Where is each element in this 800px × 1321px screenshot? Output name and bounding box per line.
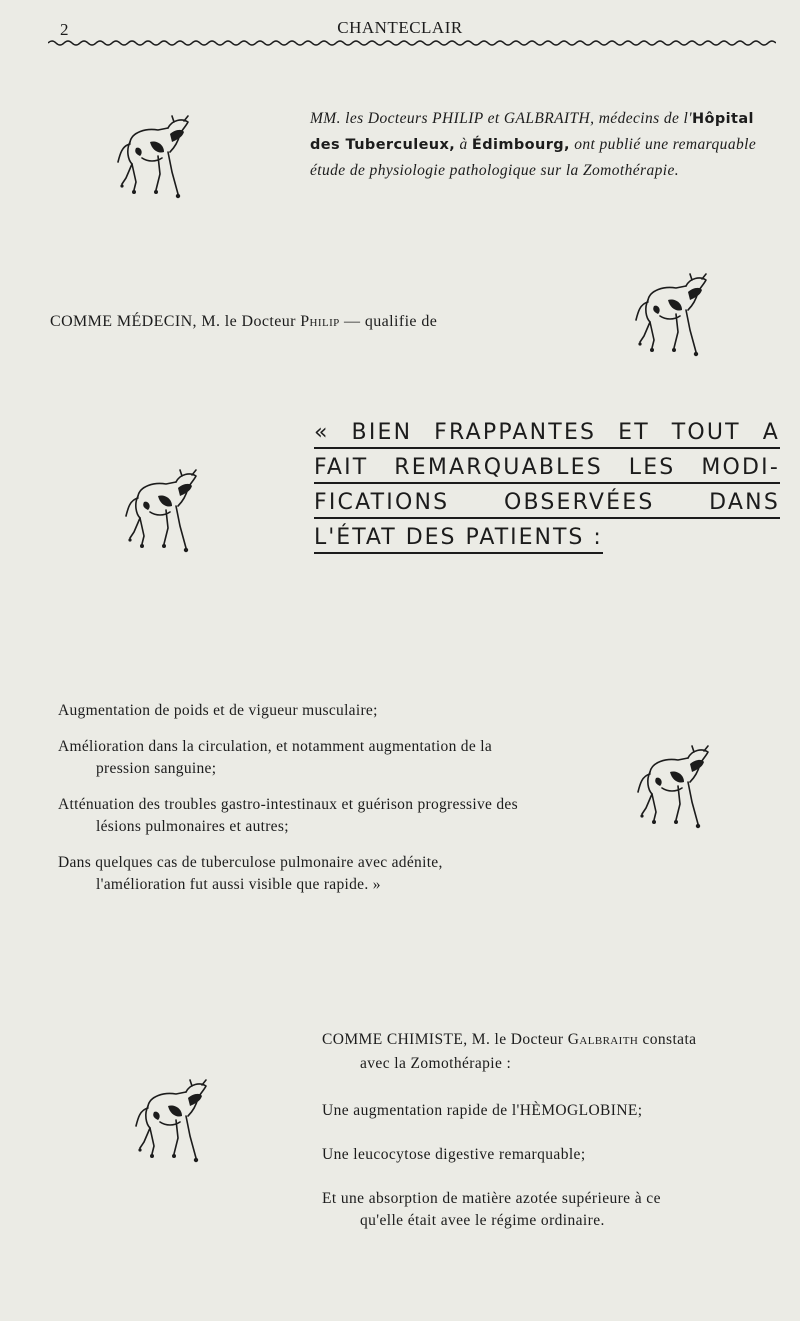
quote-word: REMARQUABLES	[394, 455, 603, 480]
calf-icon	[112, 112, 192, 202]
quote-word: ET	[618, 420, 650, 445]
chimiste-line-2: avec la Zomothérapie :	[360, 1055, 512, 1072]
quote-line	[314, 414, 780, 449]
quote-word: LES	[628, 455, 676, 480]
finding-item: Dans quelques cas de tuberculose pulmonaire avec adénite, l'amélioration fut aussi visible que rapide. »	[58, 854, 443, 893]
quote-line-last: L'ÉTAT DES PATIENTS :	[314, 519, 603, 554]
findings-list	[58, 700, 528, 910]
chimiste-block	[322, 1028, 792, 1230]
quote-word: FRAPPANTES	[434, 420, 597, 445]
quote-word: OBSERVÉES	[503, 490, 655, 515]
quote-word: TOUT	[671, 420, 741, 445]
calf-icon	[632, 742, 712, 832]
running-title: CHANTECLAIR	[337, 18, 463, 37]
quote-word: FAIT	[314, 455, 369, 480]
quote-word: A	[762, 420, 780, 445]
finding-item: Augmentation de poids et de vigueur musculaire;	[58, 702, 378, 719]
quote-line	[314, 449, 780, 484]
medecin-lead: COMME MÉDECIN, M. le Docteur	[50, 313, 301, 330]
chimiste-lead: COMME CHIMISTE, M. le Docteur	[322, 1031, 568, 1048]
quote-line	[314, 484, 780, 519]
chimiste-item: Une leucocytose digestive remarquable;	[322, 1146, 586, 1163]
intro-paragraph	[310, 106, 780, 184]
quote-word: DANS	[709, 490, 780, 515]
chimiste-item: Et une absorption de matière azotée supérieure à ce	[322, 1190, 661, 1207]
chimiste-item-continuation: qu'elle était avee le régime ordinaire.	[360, 1212, 605, 1229]
page-number: 2	[60, 20, 69, 39]
quote-block	[314, 414, 780, 554]
calf-icon	[630, 270, 710, 360]
doctor-name-philip: Philip	[300, 313, 340, 330]
intro-text: à	[455, 136, 472, 153]
intro-city: Édimbourg,	[471, 137, 570, 153]
finding-item: Atténuation des troubles gastro-intestinaux et guérison progressive des lésions pulmonaires et autres;	[58, 796, 518, 835]
calf-icon	[130, 1076, 210, 1166]
wavy-rule	[48, 36, 776, 50]
quote-word: MODI-	[701, 455, 780, 480]
medecin-tail: — qualifie de	[339, 313, 438, 330]
quote-word: FICATIONS	[314, 490, 450, 515]
chimiste-item: Une augmentation rapide de l'HÈMOGLOBINE;	[322, 1102, 643, 1119]
quote-word: BIEN	[351, 420, 413, 445]
chimiste-tail: constata	[638, 1031, 697, 1048]
finding-item: Amélioration dans la circulation, et notamment augmentation de la pression sanguine;	[58, 738, 492, 777]
doctor-name-galbraith: Galbraith	[567, 1031, 639, 1048]
intro-text: ont publié une remarquable étude de physiologie pathologique sur la Zomothérapie.	[310, 136, 757, 179]
calf-icon	[120, 466, 200, 556]
quote-word: «	[314, 420, 330, 445]
intro-hospital: Hôpital des Tuberculeux,	[310, 111, 754, 153]
intro-text: MM. les Docteurs PHILIP et GALBRAITH, médecins de l'	[310, 110, 692, 127]
medecin-line	[50, 313, 437, 331]
chimiste-line	[322, 1028, 792, 1052]
